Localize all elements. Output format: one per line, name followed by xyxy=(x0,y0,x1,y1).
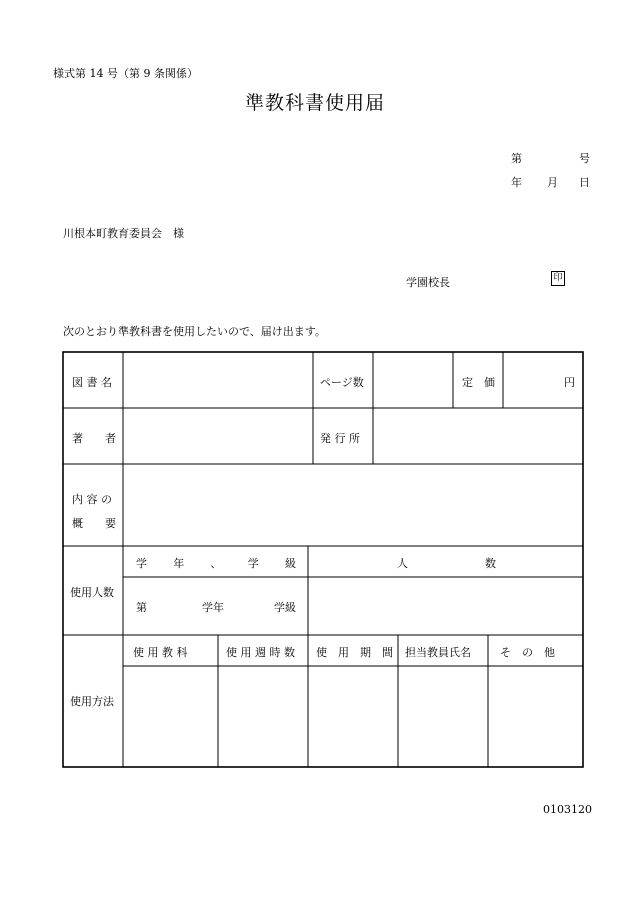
number-go: 号 xyxy=(579,152,590,165)
label-count-nin: 人 xyxy=(397,557,408,570)
school-head-label: 学園校長 xyxy=(406,276,450,289)
grade-class-char: 学 xyxy=(247,557,259,570)
date-month: 月 xyxy=(547,176,558,189)
label-users: 使用人数 xyxy=(70,586,114,599)
grade-class-char: 年 xyxy=(173,557,185,570)
date-day: 日 xyxy=(579,176,590,189)
grade-class-char: 学 xyxy=(136,557,147,570)
label-author: 著 者 xyxy=(72,432,116,445)
label-price: 定 価 xyxy=(462,376,495,389)
label-grade-class xyxy=(136,555,296,571)
label-grade: 学年 xyxy=(202,601,224,614)
addressee: 川根本町教育委員会 様 xyxy=(63,227,184,240)
label-publisher: 発 行 所 xyxy=(320,432,360,445)
col-weekly-hours: 使 用 週 時 数 xyxy=(226,646,295,659)
label-dai: 第 xyxy=(136,601,147,614)
document-code: 0103120 xyxy=(543,803,592,816)
col-teacher-name: 担当教員氏名 xyxy=(405,646,471,659)
label-book-name: 図 書 名 xyxy=(72,376,112,389)
seal-mark: 印 xyxy=(551,271,565,286)
intro-text: 次のとおり準教科書を使用したいので、届け出ます。 xyxy=(63,325,326,338)
grade-class-char: 、 xyxy=(210,557,222,570)
number-dai: 第 xyxy=(511,152,522,165)
grade-class-char: 級 xyxy=(285,557,296,570)
label-pages: ページ数 xyxy=(320,376,364,389)
page-title: 準教科書使用届 xyxy=(244,92,385,114)
label-count-su: 数 xyxy=(485,557,496,570)
label-content-1: 内 容 の xyxy=(72,493,112,506)
date-year: 年 xyxy=(511,176,522,189)
col-period: 使 用 期 間 xyxy=(316,646,393,659)
label-content-2: 概 要 xyxy=(72,517,116,530)
form-number: 様式第 14 号（第 9 条関係） xyxy=(53,67,198,80)
label-yen: 円 xyxy=(564,376,575,389)
col-subject: 使 用 教 科 xyxy=(133,646,188,659)
col-other: そ の 他 xyxy=(500,646,555,659)
label-class: 学級 xyxy=(274,601,296,614)
label-method: 使用方法 xyxy=(70,695,114,708)
